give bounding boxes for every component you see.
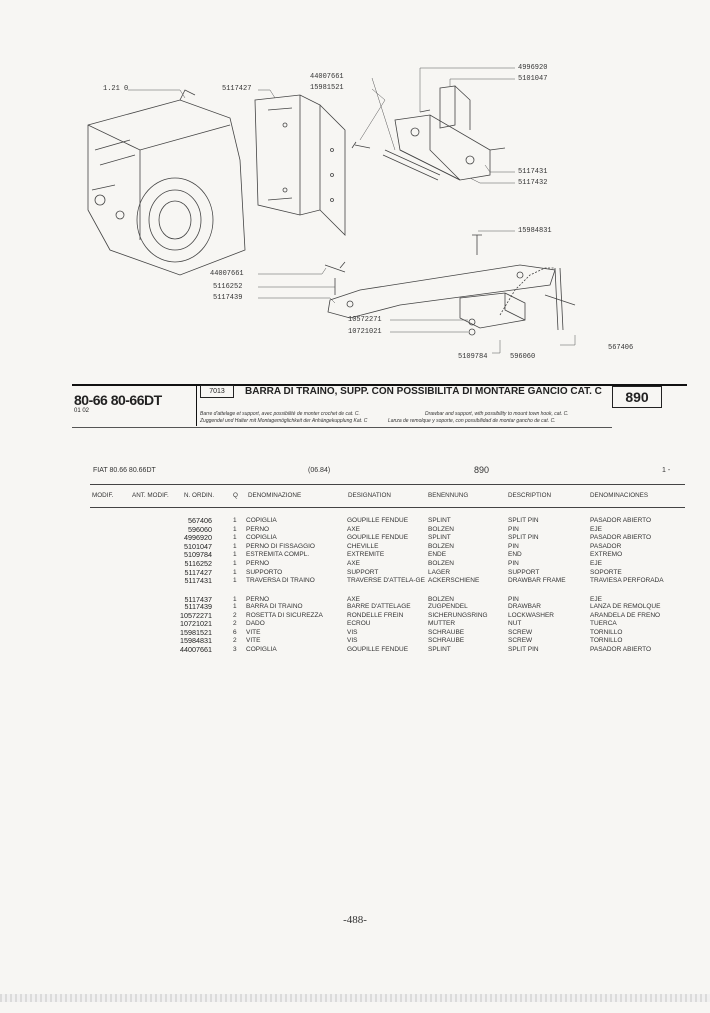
cell-q: 6 — [233, 628, 237, 636]
cell-en: LOCKWASHER — [508, 611, 554, 619]
cell-n: 567406 — [188, 516, 212, 525]
cell-q: 1 — [233, 568, 237, 576]
cell-fr: EXTREMITE — [347, 551, 385, 559]
cell-fr: VIS — [347, 628, 358, 636]
callout-label: 5117439 — [213, 294, 243, 302]
list-date: (06.84) — [308, 467, 331, 474]
cell-en: SUPPORT — [508, 568, 540, 576]
cell-fr: AXE — [347, 595, 361, 603]
col-ant-modif: ANT. MODIF. — [132, 492, 169, 499]
title-de: Zuggendel und Halter mit Montagemöglichkeit der Anhängekupplung Kat. C — [200, 418, 368, 424]
cell-n: 5117437 — [184, 594, 212, 604]
col-denominazione: DENOMINAZIONE — [248, 492, 302, 499]
list-group: 890 — [474, 465, 490, 475]
cell-n: 15984831 — [180, 636, 212, 646]
cell-q: 1 — [233, 525, 237, 533]
cell-en: DRAWBAR FRAME — [508, 577, 566, 585]
col-modif: MODIF. — [92, 492, 114, 499]
cell-de: ACKERSCHIENE — [428, 577, 480, 585]
cell-de: SPLINT — [428, 517, 451, 524]
group-code: 7013 — [200, 385, 234, 398]
cell-fr: GOUPILLE FENDUE — [347, 517, 409, 524]
cell-de: LAGER — [428, 568, 451, 576]
cell-en: SPLIT PIN — [508, 534, 539, 542]
cell-es: PASADOR ABIERTO — [590, 534, 652, 542]
cell-q: 1 — [233, 602, 237, 610]
title-fr: Barre d'attelage et support, avec possibilité de monter crochet de cat. C. — [200, 411, 360, 417]
cell-q: 1 — [233, 595, 237, 603]
cell-en: PIN — [508, 595, 519, 603]
callout-label: 10721021 — [348, 328, 382, 336]
cell-de: SPLINT — [428, 645, 451, 653]
callout-label: 44007661 — [210, 270, 244, 278]
cell-it: DADO — [246, 620, 265, 628]
cell-es: EJE — [590, 595, 602, 603]
callout-label: 5117427 — [222, 85, 252, 93]
callout-label: 10572271 — [348, 316, 382, 324]
title-rule-bottom — [72, 427, 612, 428]
callout-label: 4996920 — [518, 64, 548, 72]
cell-fr: RONDELLE FREIN — [347, 611, 404, 619]
page-number: -488- — [343, 914, 367, 926]
title-es: Lanza de remolque y soporte, con possibilidad de montar gancho de cat. C. — [388, 418, 556, 424]
cell-en: PIN — [508, 542, 519, 550]
cell-it: PERNO — [246, 525, 270, 533]
cell-fr: AXE — [347, 560, 361, 567]
cell-fr: SUPPORT — [347, 568, 379, 576]
cell-de: ENDE — [428, 551, 447, 559]
col-q: Q — [233, 492, 238, 499]
callout-label: 44007661 — [310, 73, 344, 81]
col-n-ordin: N. ORDIN. — [184, 492, 215, 499]
cell-en: PIN — [508, 560, 519, 567]
cell-n: 10721021 — [180, 619, 212, 629]
callout-label: 5117432 — [518, 179, 548, 187]
cell-it: PERNO — [246, 560, 270, 567]
cell-fr: TRAVERSE D'ATTELA-GE — [347, 577, 425, 585]
model-sub: 01 02 — [74, 408, 90, 414]
divider — [196, 386, 197, 426]
cell-q: 1 — [233, 534, 237, 542]
cell-en: SPLIT PIN — [508, 645, 539, 653]
cell-es: EJE — [590, 525, 602, 533]
cell-fr: GOUPILLE FENDUE — [347, 645, 409, 653]
cell-it: SUPPORTO — [246, 568, 283, 576]
model-designation: 80-66 80-66DT — [74, 392, 162, 408]
cell-it: VITE — [246, 628, 261, 636]
cell-q: 3 — [233, 645, 237, 653]
cell-es: TORNILLO — [590, 637, 623, 645]
cell-it: TRAVERSA DI TRAINO — [246, 577, 315, 585]
cell-n: 44007661 — [180, 644, 212, 654]
cell-de: SICHERUNGSRING — [428, 611, 488, 619]
cell-it: COPIGLIA — [246, 645, 277, 653]
cell-it: ROSETTA DI SICUREZZA — [246, 611, 323, 619]
cell-en: SPLIT PIN — [508, 517, 539, 524]
cell-de: BOLZEN — [428, 560, 455, 567]
cell-en: SCREW — [508, 637, 533, 645]
cell-es: TUERCA — [590, 620, 617, 628]
cell-n: 5101047 — [184, 541, 212, 551]
cell-it: BARRA DI TRAINO — [246, 602, 303, 610]
cell-q: 2 — [233, 637, 237, 645]
cell-en: DRAWBAR — [508, 602, 541, 610]
list-rule-bottom — [90, 507, 685, 508]
cell-es: EXTREMO — [590, 551, 623, 559]
callout-label: 1.21 0 — [103, 85, 129, 93]
cell-de: SCHRAUBE — [428, 628, 465, 636]
cell-es: TORNILLO — [590, 628, 623, 636]
cell-q: 1 — [233, 560, 237, 567]
cell-n: 15981521 — [180, 627, 212, 637]
cell-de: SCHRAUBE — [428, 637, 465, 645]
cell-es: SOPORTE — [590, 568, 622, 576]
scan-edge — [0, 994, 710, 1002]
group-number: 890 — [612, 386, 662, 408]
cell-it: PERNO DI FISSAGGIO — [246, 542, 315, 550]
cell-de: BOLZEN — [428, 525, 455, 533]
cell-es: ARANDELA DE FRENO — [590, 611, 661, 619]
cell-n: 5117431 — [184, 576, 212, 586]
cell-es: PASADOR — [590, 542, 622, 550]
cell-fr: AXE — [347, 525, 361, 533]
cell-es: PASADOR ABIERTO — [590, 517, 652, 524]
cell-de: SPLINT — [428, 534, 451, 542]
cell-en: SCREW — [508, 628, 533, 636]
callout-label: 5116252 — [213, 283, 243, 291]
cell-de: BOLZEN — [428, 542, 455, 550]
col-denominaciones: DENOMINACIONES — [590, 492, 649, 499]
cell-q: 1 — [233, 517, 237, 524]
cell-q: 1 — [233, 542, 237, 550]
cell-n: 596060 — [188, 524, 212, 534]
cell-es: TRAVIESA PERFORADA — [590, 577, 664, 585]
cell-n: 5117427 — [184, 567, 212, 577]
cell-it: COPIGLIA — [246, 517, 277, 524]
cell-n: 5109784 — [184, 550, 212, 560]
col-description: DESCRIPTION — [508, 492, 552, 499]
cell-it: VITE — [246, 637, 261, 645]
callout-label: 15984831 — [518, 227, 552, 235]
callout-label: 596060 — [510, 353, 536, 361]
col-designation: DESIGNATION — [348, 492, 391, 499]
callout-label: 5101047 — [518, 75, 548, 83]
cell-es: EJE — [590, 560, 602, 567]
cell-en: END — [508, 551, 522, 559]
cell-en: NUT — [508, 620, 522, 628]
cell-q: 1 — [233, 577, 237, 585]
cell-es: PASADOR ABIERTO — [590, 645, 652, 653]
cell-fr: CHEVILLE — [347, 542, 379, 550]
cell-q: 2 — [233, 611, 237, 619]
page-title: BARRA DI TRAINO, SUPP. CON POSSIBILITÀ DI MONTARE GANCIO CAT. C — [245, 386, 602, 397]
cell-it: COPIGLIA — [246, 534, 277, 542]
cell-de: ZUGPENDEL — [428, 602, 468, 610]
list-model: FIAT 80.66 80.66DT — [93, 467, 156, 474]
cell-fr: GOUPILLE FENDUE — [347, 534, 409, 542]
callout-label: 567406 — [608, 344, 634, 352]
callout-label: 5109784 — [458, 353, 488, 361]
cell-fr: ECROU — [347, 620, 371, 628]
cell-it: PERNO — [246, 595, 270, 603]
cell-n: 5116252 — [184, 559, 212, 568]
cell-n: 10572271 — [180, 610, 212, 620]
cell-n: 5117439 — [184, 601, 212, 611]
cell-fr: VIS — [347, 637, 358, 645]
cell-q: 1 — [233, 551, 237, 559]
cell-en: PIN — [508, 525, 519, 533]
list-rule-top — [90, 484, 685, 485]
cell-de: MUTTER — [428, 620, 456, 628]
cell-de: BOLZEN — [428, 595, 455, 603]
callout-label: 15981521 — [310, 84, 344, 92]
callout-label: 5117431 — [518, 168, 548, 176]
cell-fr: BARRE D'ATTELAGE — [347, 602, 411, 610]
title-en: Drawbar and support, with possibility to mount town hook, cat. C. — [425, 411, 569, 417]
cell-n: 4996920 — [184, 533, 212, 543]
cell-es: LANZA DE REMOLQUE — [590, 602, 661, 610]
cell-q: 2 — [233, 620, 237, 628]
list-page: 1 - — [662, 467, 671, 474]
cell-it: ESTREMITA COMPL. — [246, 551, 310, 559]
col-benennung: BENENNUNG — [428, 492, 469, 499]
